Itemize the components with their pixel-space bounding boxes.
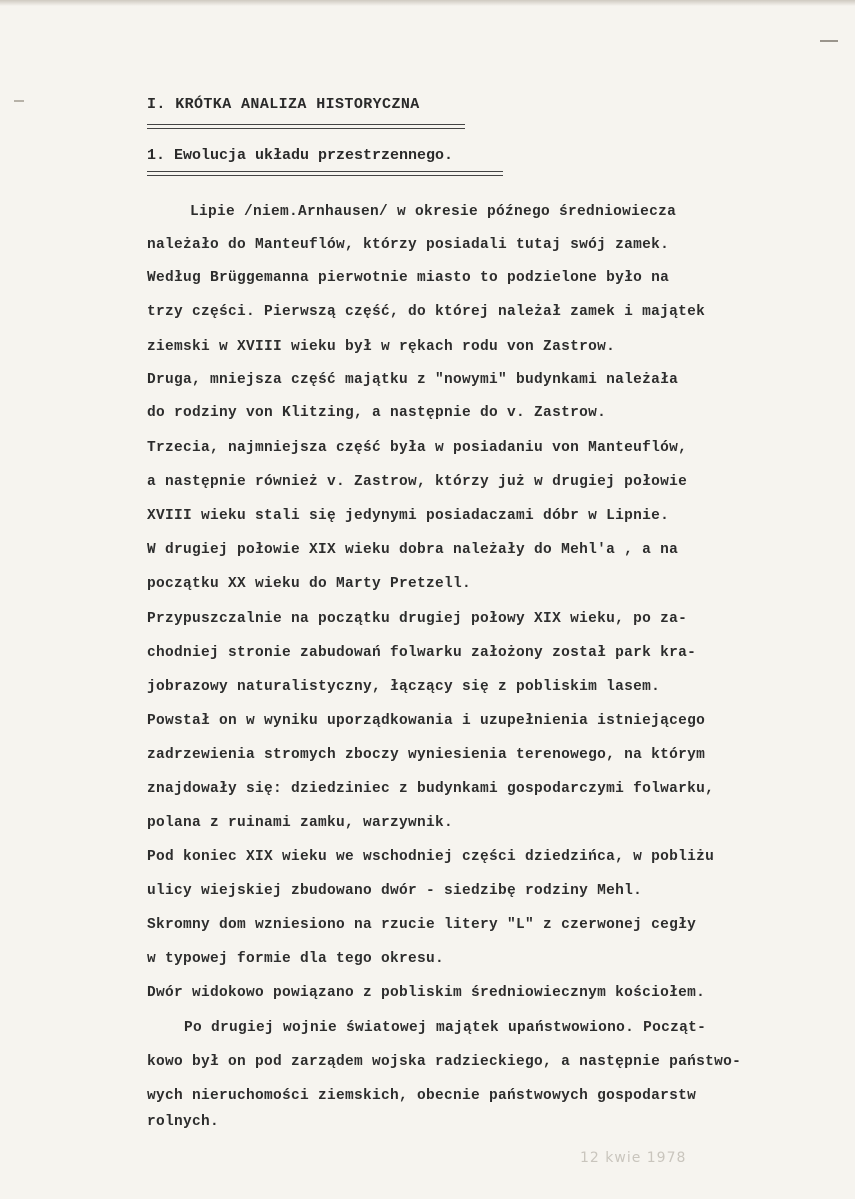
text-line: do rodziny von Klitzing, a następnie do v. Zastrow. xyxy=(147,405,607,421)
text-line: Powstał on w wyniku uporządkowania i uzupełnienia istniejącego xyxy=(147,713,706,729)
text-line: polana z ruinami zamku, warzywnik. xyxy=(147,815,454,831)
text-line: Trzecia, najmniejsza część była w posiadaniu von Manteuflów, xyxy=(147,440,688,456)
subsection-title: 1. Ewolucja układu przestrzennego. xyxy=(147,147,454,164)
text-line: Druga, mniejsza część majątku z "nowymi" budynkami należała xyxy=(147,372,679,388)
text-line: Pod koniec XIX wieku we wschodniej części dziedzińca, w pobliżu xyxy=(147,849,715,865)
text-line: Po drugiej wojnie światowej majątek upaństwowiono. Począt- xyxy=(184,1020,707,1036)
text-line: Przypuszczalnie na początku drugiej połowy XIX wieku, po za- xyxy=(147,611,688,627)
text-line: Skromny dom wzniesiono na rzucie litery "L" z czerwonej cegły xyxy=(147,917,697,933)
text-line: trzy części. Pierwszą część, do której należał zamek i majątek xyxy=(147,304,706,320)
text-line: W drugiej połowie XIX wieku dobra należały do Mehl'a , a na xyxy=(147,542,679,558)
text-line: kowo był on pod zarządem wojska radzieckiego, a następnie państwo- xyxy=(147,1054,742,1070)
text-line: początku XX wieku do Marty Pretzell. xyxy=(147,576,472,592)
text-line: a następnie również v. Zastrow, którzy już w drugiej połowie xyxy=(147,474,688,490)
text-line: XVIII wieku stali się jedynymi posiadaczami dóbr w Lipnie. xyxy=(147,508,670,524)
section-title: I. KRÓTKA ANALIZA HISTORYCZNA xyxy=(147,96,420,113)
text-line: należało do Manteuflów, którzy posiadali tutaj swój zamek. xyxy=(147,237,670,253)
text-line: znajdowały się: dziedziniec z budynkami gospodarczymi folwarku, xyxy=(147,781,715,797)
text-line: Lipie /niem.Arnhausen/ w okresie późnego średniowiecza xyxy=(190,204,677,220)
text-line: Według Brüggemanna pierwotnie miasto to podzielone było na xyxy=(147,270,670,286)
text-line: wych nieruchomości ziemskich, obecnie państwowych gospodarstw xyxy=(147,1088,697,1104)
text-line: w typowej formie dla tego okresu. xyxy=(147,951,445,967)
text-line: jobrazowy naturalistyczny, łączący się z pobliskim lasem. xyxy=(147,679,661,695)
text-line: rolnych. xyxy=(147,1114,220,1130)
text-line: ziemski w XVIII wieku był w rękach rodu von Zastrow. xyxy=(147,339,616,355)
text-line: chodniej stronie zabudowań folwarku założony został park kra- xyxy=(147,645,697,661)
text-line: Dwór widokowo powiązano z pobliskim średniowiecznym kościołem. xyxy=(147,985,706,1001)
date-stamp: 12 kwie 1978 xyxy=(580,1150,687,1166)
text-line: zadrzewienia stromych zboczy wyniesienia terenowego, na którym xyxy=(147,747,706,763)
text-line: ulicy wiejskiej zbudowano dwór - siedzibę rodziny Mehl. xyxy=(147,883,643,899)
